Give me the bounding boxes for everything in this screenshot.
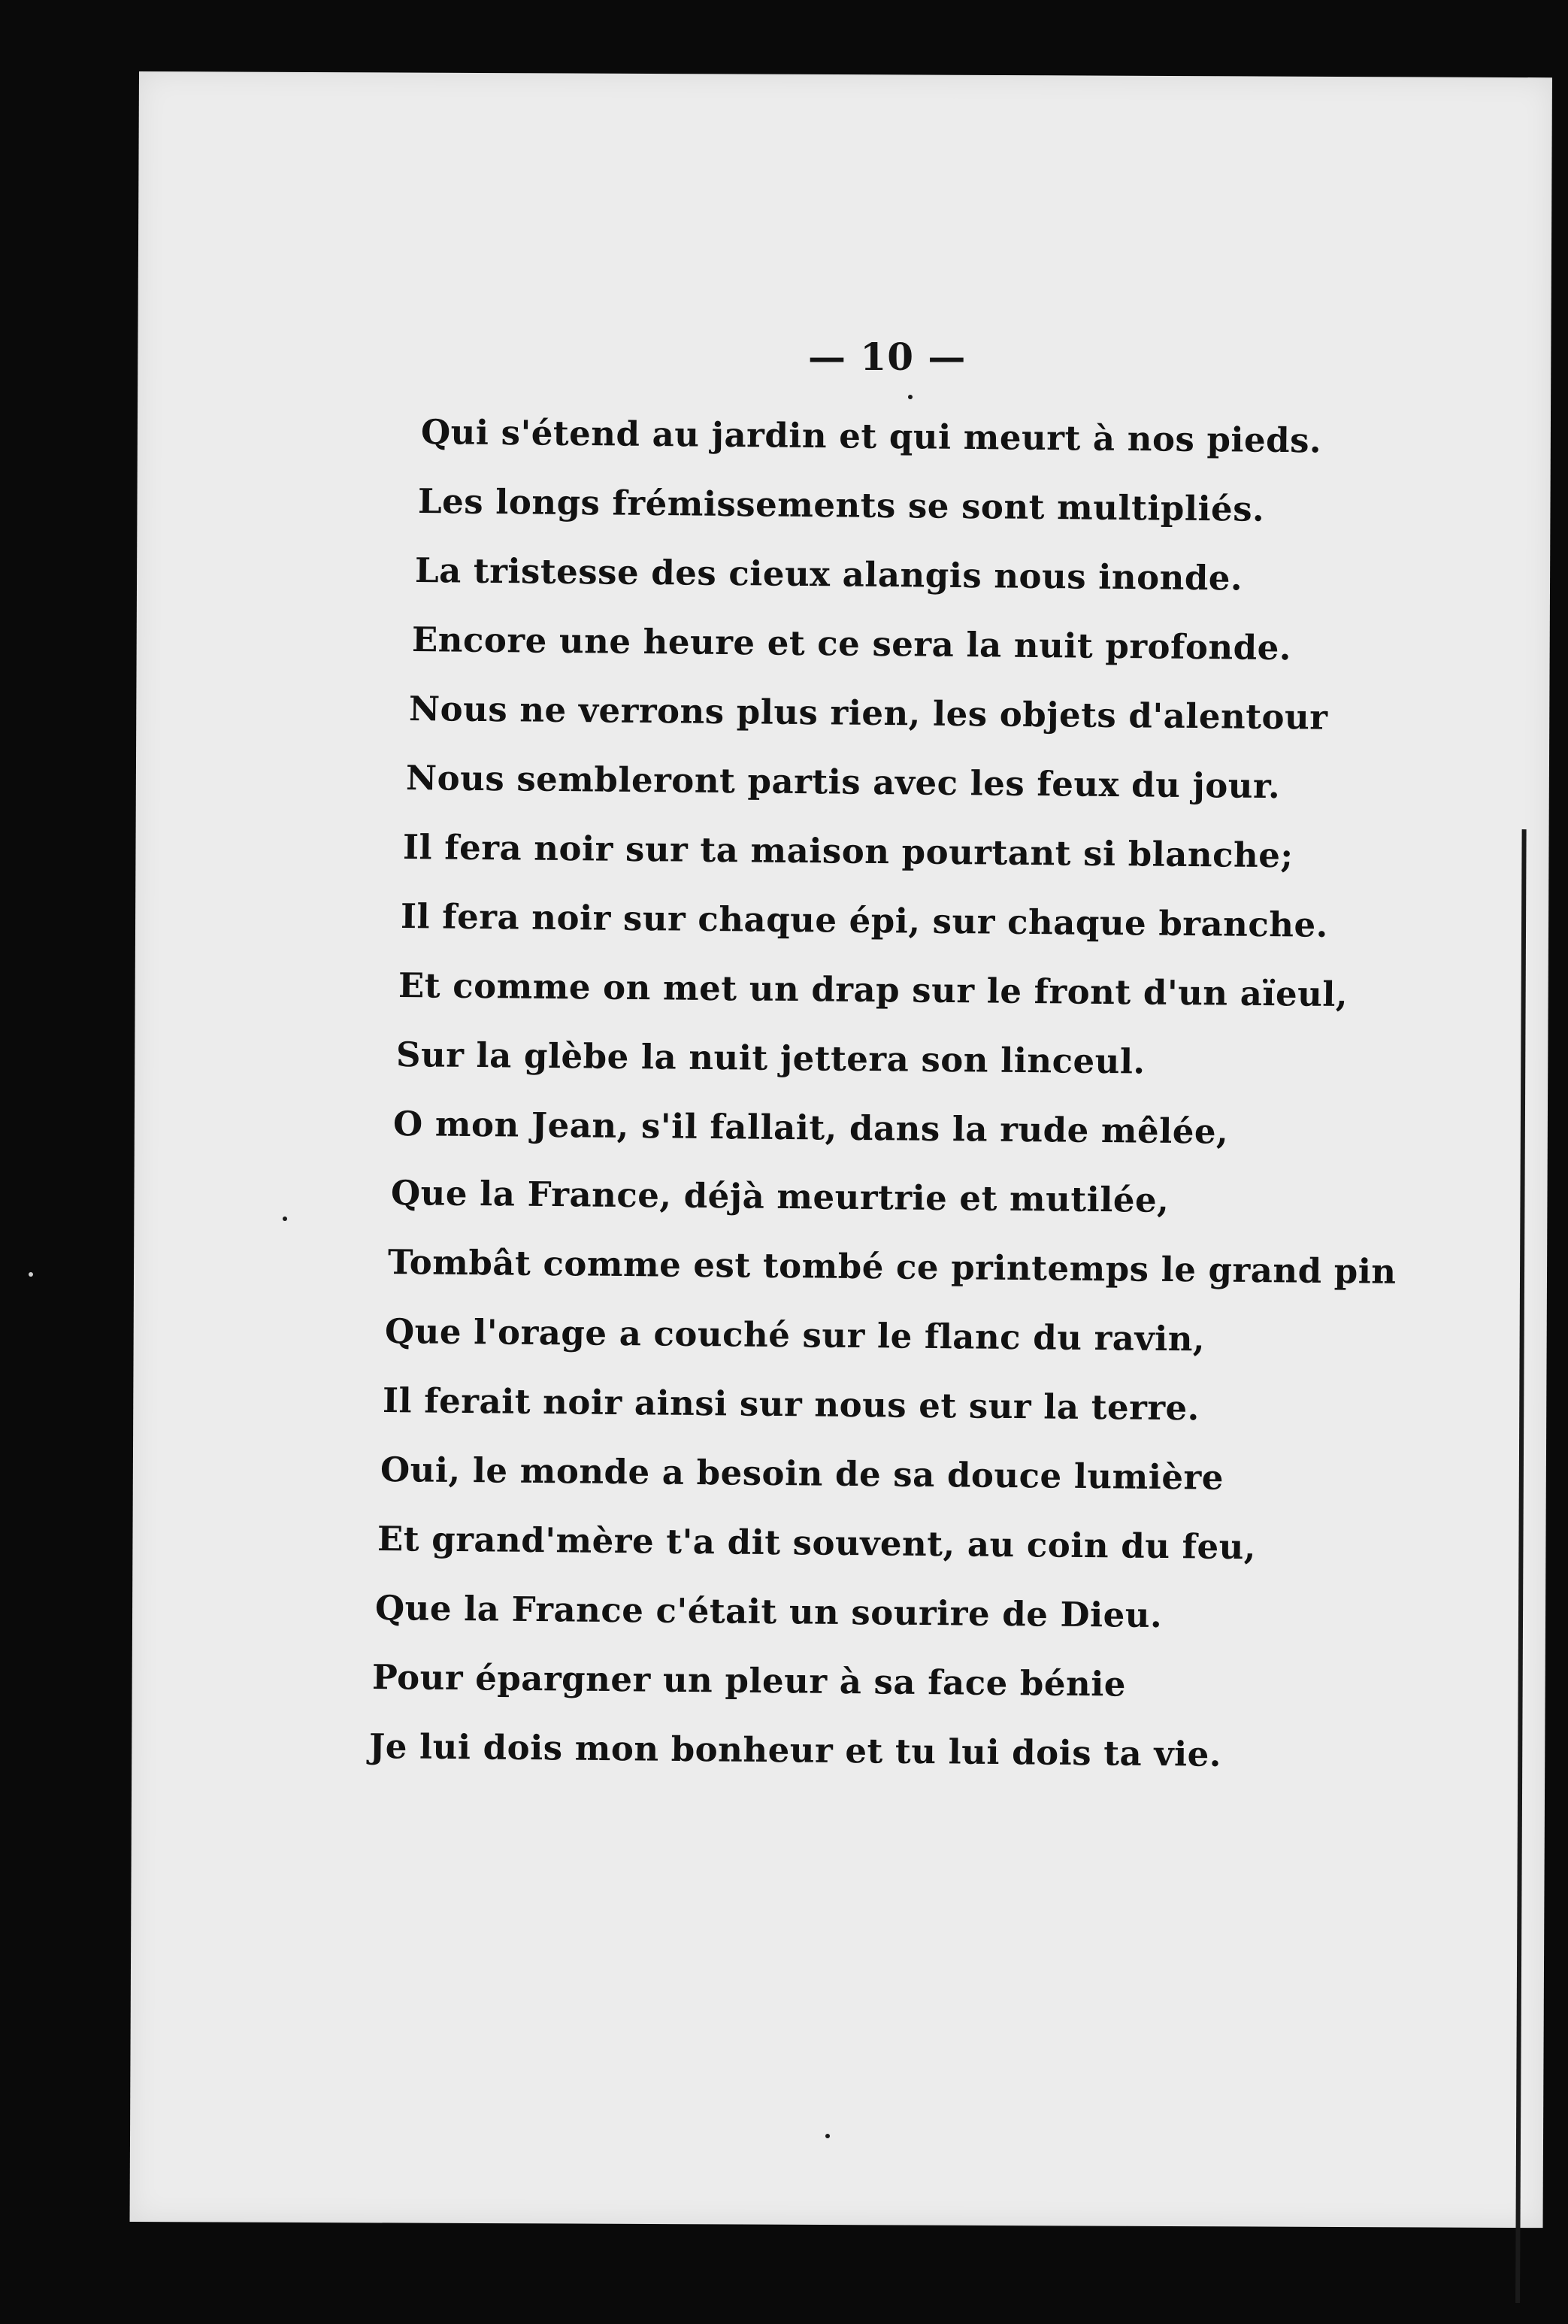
- poem-line: Nous ne verrons plus rien, les objets d'alentour: [408, 689, 1328, 738]
- poem-line: O mon Jean, s'il fallait, dans la rude mêlée,: [392, 1104, 1229, 1152]
- poem-line: Nous sembleront partis avec les feux du jour.: [405, 758, 1281, 807]
- dust-speck: [825, 2134, 830, 2138]
- poem-line: Sur la glèbe la nuit jettera son linceul.: [395, 1035, 1146, 1082]
- poem-line: Que l'orage a couché sur le flanc du ravin,: [384, 1311, 1206, 1359]
- poem-line: Et comme on met un drap sur le front d'un aïeul,: [398, 965, 1349, 1015]
- poem-line: Oui, le monde a besoin de sa douce lumière: [380, 1450, 1224, 1498]
- poem-line: Qui s'étend au jardin et qui meurt à nos pieds.: [420, 412, 1322, 461]
- poem-line: Encore une heure et ce sera la nuit profonde.: [411, 620, 1292, 668]
- poem-line: Les longs frémissements se sont multipliés.: [417, 481, 1265, 529]
- poem-line: Et grand'mère t'a dit souvent, au coin du feu,: [377, 1519, 1257, 1568]
- poem-line: Il fera noir sur ta maison pourtant si blanche;: [402, 827, 1294, 876]
- poem-line: La tristesse des cieux alangis nous inonde.: [414, 550, 1243, 598]
- dust-speck: [283, 1217, 287, 1221]
- poem-line: Il fera noir sur chaque épi, sur chaque branche.: [400, 896, 1329, 945]
- poem-line: Pour épargner un pleur à sa face bénie: [371, 1657, 1127, 1704]
- dust-speck: [908, 395, 913, 399]
- poem-line: Tombât comme est tombé ce printemps le grand pin: [387, 1242, 1397, 1292]
- poem-line: Que la France, déjà meurtrie et mutilée,: [390, 1173, 1170, 1220]
- poem-line: Il ferait noir ainsi sur nous et sur la terre.: [382, 1380, 1200, 1429]
- dust-speck: [29, 1272, 33, 1277]
- poem-line: Je lui dois mon bonheur et tu lui dois ta vie.: [368, 1726, 1222, 1774]
- poem-line: Que la France c'était un sourire de Dieu.: [374, 1588, 1163, 1636]
- page-number: — 10 —: [808, 335, 967, 379]
